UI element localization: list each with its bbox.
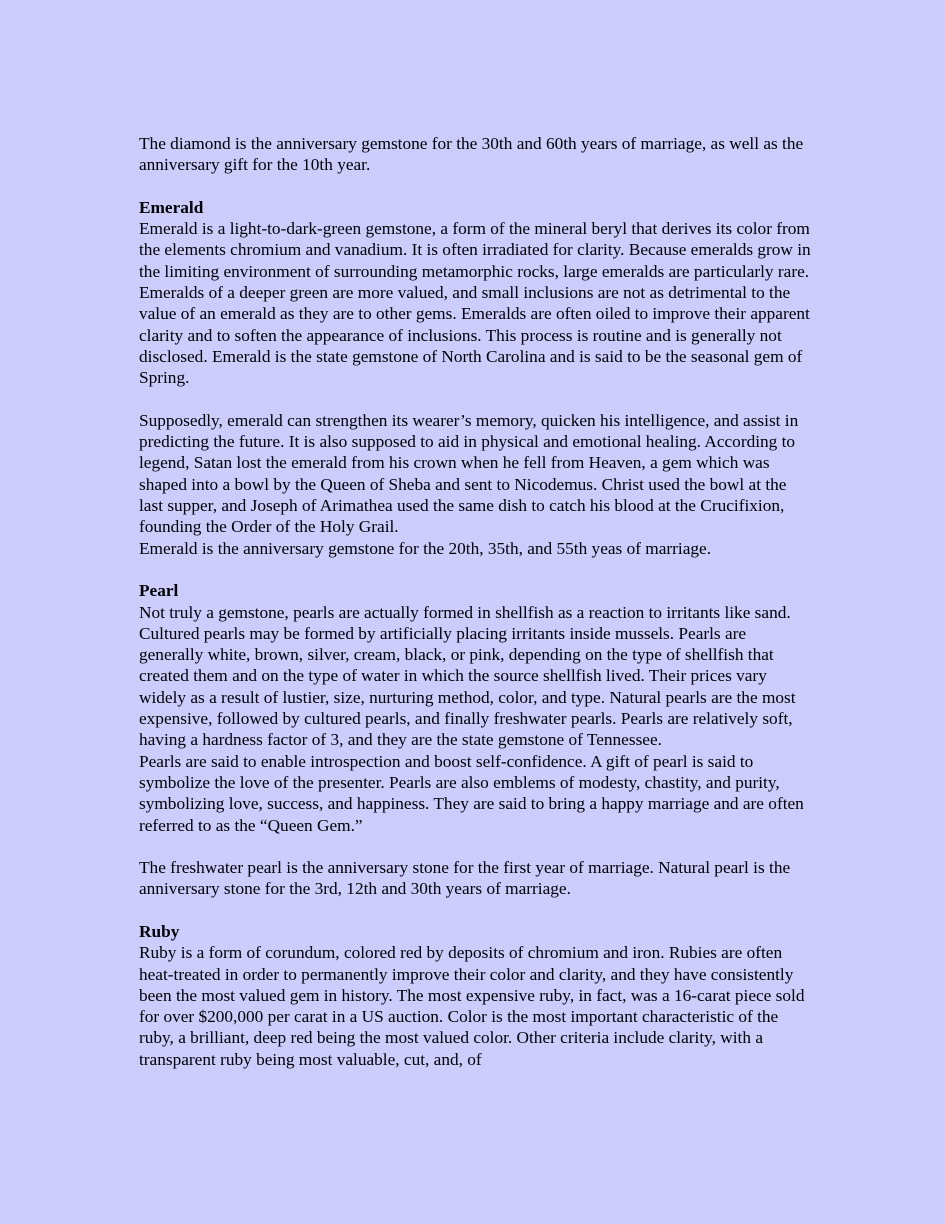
ruby-description-paragraph: Ruby is a form of corundum, colored red by deposits of chromium and iron. Rubies are often heat-treated in order to permanently improve their color and clarity, and they have consistently been the most valued gem in history. The most expensive ruby, in fact, was a 16-carat piece sold for over $200,000 per carat in a US auction. Color is the most important characteristic of the ruby, a brilliant, deep red being the most valued color. Other criteria include clarity, with a transparent ruby being most valuable, cut, and, of [139,943,805,1069]
spacer [139,900,811,921]
emerald-anniversary-paragraph: Emerald is the anniversary gemstone for the 20th, 35th, and 55th yeas of marriage. [139,538,712,558]
emerald-lore-paragraph: Supposedly, emerald can strengthen its wearer’s memory, quicken his intelligence, and assist in predicting the future. It is also supposed to aid in physical and emotional healing. According to legend, Satan lost the emerald from his crown when he fell from Heaven, a gem which was shaped into a bowl by the Queen of Sheba and sent to Nicodemus. Christ used the bowl at the last supper, and Joseph of Arimathea used the same dish to catch his blood at the Crucifixion, founding the Order of the Holy Grail. [139,410,799,537]
document-page [139,133,811,1070]
pearl-anniversary-paragraph: The freshwater pearl is the anniversary stone for the first year of marriage. Natural pearl is the anniversary stone for the 3rd, 12th and 30th years of marriage. [139,858,791,899]
spacer [139,836,811,857]
emerald-heading: Emerald [139,197,204,217]
pearl-description-paragraph: Not truly a gemstone, pearls are actually formed in shellfish as a reaction to irritants like sand. Cultured pearls may be formed by artificially placing irritants inside mussels. Pearls are generally white, brown, silver, cream, black, or pink, depending on the type of shellfish that created them and on the type of water in which the source shellfish lived. Their prices vary widely as a result of lustier, size, nurturing method, color, and type. Natural pearls are the most expensive, followed by cultured pearls, and finally freshwater pearls. Pearls are relatively soft, having a hardness factor of 3, and they are the state gemstone of Tennessee. [139,602,796,750]
pearl-lore-paragraph: Pearls are said to enable introspection and boost self-confidence. A gift of pearl is said to symbolize the love of the presenter. Pearls are also emblems of modesty, chastity, and purity, symbolizing love, success, and happiness. They are said to bring a happy marriage and are often referred to as the “Queen Gem.” [139,751,804,835]
pearl-heading: Pearl [139,581,179,601]
emerald-description-paragraph: Emerald is a light-to-dark-green gemstone, a form of the mineral beryl that derives its color from the elements chromium and vanadium. It is often irradiated for clarity. Because emeralds grow in the limiting environment of surrounding metamorphic rocks, large emeralds are particularly rare. Emeralds of a deeper green are more valued, and small inclusions are not as detrimental to the value of an emerald as they are to other gems. Emeralds are often oiled to improve their apparent clarity and to soften the appearance of inclusions. This process is routine and is generally not disclosed. Emerald is the state gemstone of North Carolina and is said to be the seasonal gem of Spring. [139,219,811,388]
spacer [139,176,811,197]
ruby-heading: Ruby [139,921,180,941]
spacer [139,559,811,580]
diamond-anniversary-paragraph: The diamond is the anniversary gemstone for the 30th and 60th years of marriage, as well as the anniversary gift for the 10th year. [139,134,804,175]
spacer [139,389,811,410]
